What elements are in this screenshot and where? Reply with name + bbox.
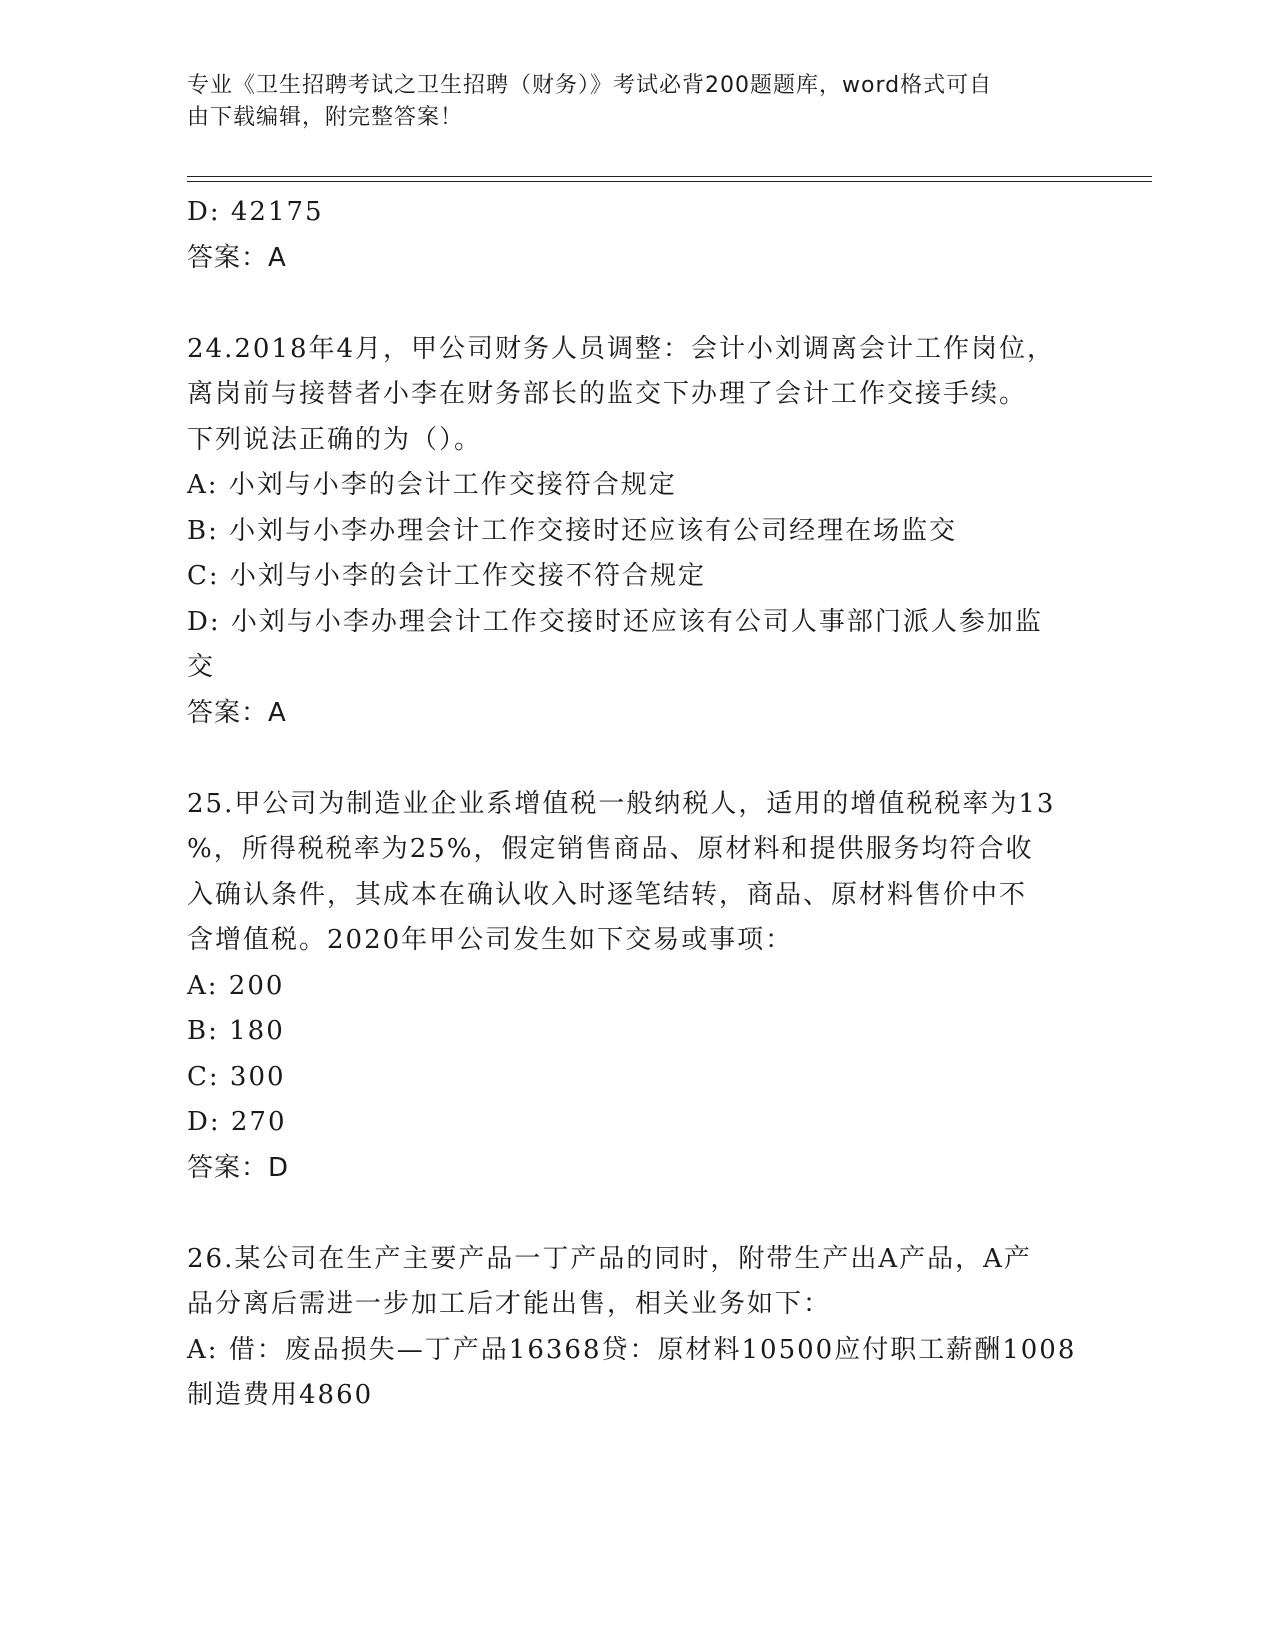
spacer <box>187 281 1087 327</box>
spacer <box>187 736 1087 782</box>
q24-option-c: C: 小刘与小李的会计工作交接不符合规定 <box>187 561 706 591</box>
header-rule-top <box>187 176 1152 177</box>
prev-answer: 答案：A <box>187 242 287 273</box>
q24-option-d-line-1: D: 小刘与小李办理会计工作交接时还应该有公司人事部门派人参加监 <box>187 606 1043 637</box>
q25-stem-line-1: 25.甲公司为制造业企业系增值税一般纳税人，适用的增值税税率为13 <box>187 788 1056 819</box>
document-header <box>187 70 1067 134</box>
q24-stem-line-1: 24.2018年4月，甲公司财务人员调整：会计小刘调离会计工作岗位， <box>187 333 1056 364</box>
header-rule-bottom <box>187 181 1152 182</box>
q25-stem-line-3: 入确认条件，其成本在确认收入时逐笔结转，商品、原材料售价中不 <box>187 879 1028 910</box>
q24-answer: 答案：A <box>187 697 287 728</box>
q26-stem-line-2: 品分离后需进一步加工后才能出售，相关业务如下： <box>187 1289 832 1319</box>
q24-stem-line-3: 下列说法正确的为（）。 <box>187 424 483 455</box>
q26-option-a-line-2: 制造费用4860 <box>187 1380 374 1410</box>
header-line-2: 由下载编辑，附完整答案！ <box>187 105 464 130</box>
question-24 <box>187 327 1087 737</box>
q24-option-a: A: 小刘与小李的会计工作交接符合规定 <box>187 470 677 500</box>
question-25 <box>187 782 1087 1192</box>
document-body <box>187 190 1087 1419</box>
q24-option-d-line-2: 交 <box>187 652 216 682</box>
q25-option-b: B: 180 <box>187 1016 285 1046</box>
q24-stem-line-2: 离岗前与接替者小李在财务部长的监交下办理了会计工作交接手续。 <box>187 379 1028 409</box>
q26-stem-line-1: 26.某公司在生产主要产品一丁产品的同时，附带生产出A产品，A产 <box>187 1243 1032 1274</box>
q25-option-d: D: 270 <box>187 1107 287 1137</box>
q25-stem-line-2: %，所得税税率为25%，假定销售商品、原材料和提供服务均符合收 <box>187 834 1034 864</box>
question-26 <box>187 1237 1087 1419</box>
q25-option-a: A: 200 <box>187 970 285 1001</box>
q25-stem-line-4: 含增值税。2020年甲公司发生如下交易或事项： <box>187 925 794 955</box>
spacer <box>187 1191 1087 1237</box>
header-line-1: 专业《卫生招聘考试之卫生招聘（财务）》考试必背200题题库，word格式可自 <box>187 73 993 98</box>
prev-option-d: D: 42175 <box>187 197 324 227</box>
q26-option-a-line-1: A: 借：废品损失—丁产品16368贷：原材料10500应付职工薪酬1008 <box>187 1334 1077 1365</box>
q25-option-c: C: 300 <box>187 1061 286 1092</box>
q25-answer: 答案：D <box>187 1152 290 1183</box>
q24-option-b: B: 小刘与小李办理会计工作交接时还应该有公司经理在场监交 <box>187 515 958 546</box>
